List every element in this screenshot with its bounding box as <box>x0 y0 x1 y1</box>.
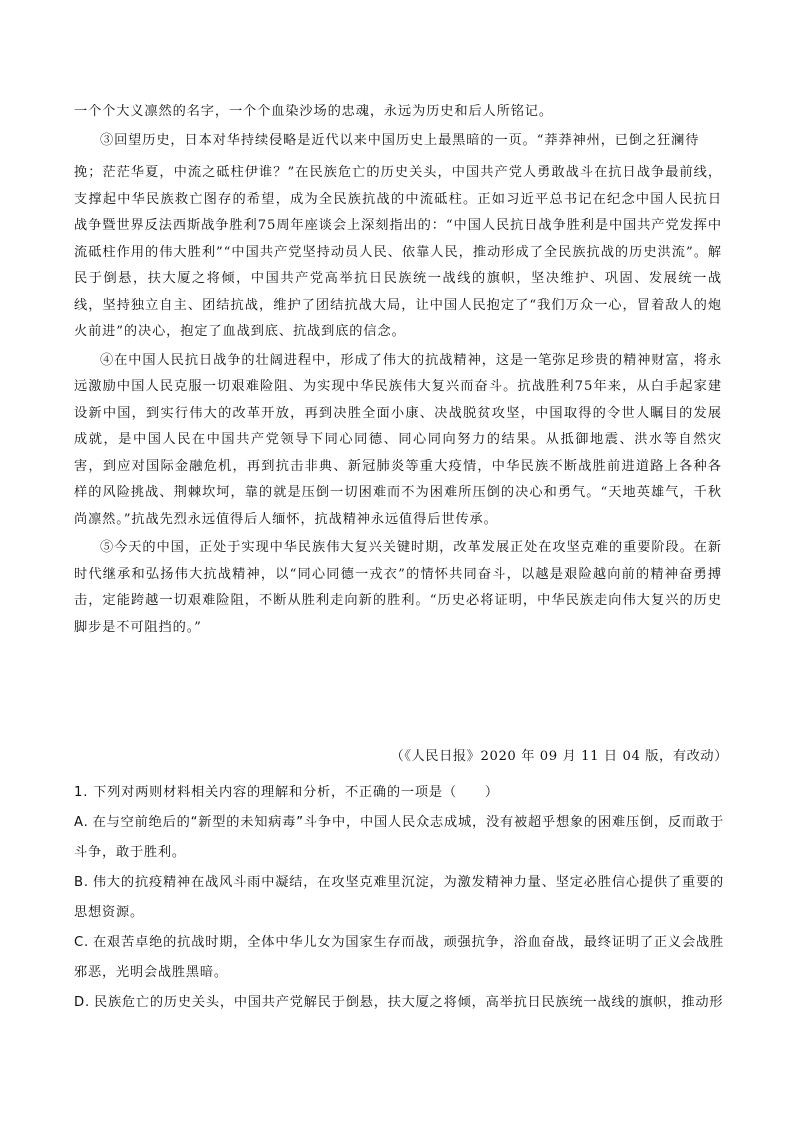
article-body <box>74 99 722 154</box>
question-block <box>74 778 724 1018</box>
option-text: 民族危亡的历史关头，中国共产党解民于倒悬，扶大厦之将倾，高举抗日民族统一战线的旗帜，推动形 <box>93 995 724 1010</box>
option-b[interactable] <box>74 868 724 928</box>
article-paragraph-4: ④在中国人民抗日战争的壮阔进程中，形成了伟大的抗战精神，这是一笔弥足珍贵的精神财富，将永远激励中国人民克服一切艰难险阻、为实现中华民族伟大复兴而奋斗。抗战胜利75年来，从白手起家建设新中国，到实行伟大的改革开放，再到决胜全面小康、决战脱贫攻坚，中国取得的令世人瞩目的发展成就，是中国人民在中国共产党领导下同心同德、同心同向努力的结果。从抵御地震、洪水等自然灾害，到应对国际金融危机，再到抗击非典、新冠肺炎等重大疫情，中华民族不断战胜前进道路上各种各样的风险挑战、荆棘坎坷，靠的就是压倒一切困难而不为困难所压倒的决心和勇气。“天地英雄气，千秋尚凛然。”抗战先烈永远值得后人缅怀，抗战精神永远值得后世传承。 <box>74 352 722 527</box>
article-paragraph-3-first-line: ③回望历史，日本对华持续侵略是近代以来中国历史上最黑暗的一页。“莽莽神州，已倒之狂澜待 <box>100 132 700 148</box>
article-body-continued <box>74 160 722 641</box>
article-paragraph-intro: 一个个大义凛然的名字，一个个血染沙场的忠魂，永远为历史和后人所铭记。 <box>74 104 553 119</box>
option-d[interactable] <box>74 988 724 1018</box>
article-paragraph-3-rest: 挽；茫茫华夏，中流之砥柱伊谁？”在民族危亡的历史关头，中国共产党人勇敢战斗在抗日战争最前线，支撑起中华民族救亡图存的希望，成为全民族抗战的中流砥柱。正如习近平总书记在纪念中国人民抗日战争暨世界反法西斯战争胜利75周年座谈会上深刻指出的：“中国人民抗日战争胜利是中国共产党发挥中流砥柱作用的伟大胜利”“中国共产党坚持动员人民、依靠人民，推动形成了全民族抗战的历史洪流”。解民于倒悬，扶大厦之将倾，中国共产党高举抗日民族统一战线的旗帜，坚决维护、巩固、发展统一战线，坚持独立自主、团结抗战，维护了团结抗战大局，让中国人民抱定了“我们万众一心，冒着敌人的炮火前进”的决心，抱定了血战到底、抗战到底的信念。 <box>74 165 722 339</box>
option-text: 在与空前绝后的“新型的未知病毒”斗争中，中国人民众志成城，没有被超乎想象的困难压倒，反而敢于斗争，敢于胜利。 <box>74 815 724 860</box>
option-letter: B. <box>74 875 89 890</box>
question-stem: 1. 下列对两则材料相关内容的理解和分析，不正确的一项是（ ） <box>74 785 499 800</box>
option-letter: D. <box>74 995 90 1010</box>
option-text: 伟大的抗疫精神在战风斗雨中凝结，在攻坚克难里沉淀，为激发精神力量、坚定必胜信心提供了重要的思想资源。 <box>74 875 724 920</box>
option-a[interactable] <box>74 808 724 868</box>
option-letter: C. <box>74 935 89 950</box>
option-letter: A. <box>74 815 89 830</box>
option-c[interactable] <box>74 928 724 988</box>
option-text: 在艰苦卓绝的抗战时期，全体中华儿女为国家生存而战，顽强抗争，浴血奋战，最终证明了正义会战胜邪恶，光明会战胜黑暗。 <box>74 935 724 980</box>
article-source: （《人民日报》2020 年 09 月 11 日 04 版，有改动） <box>390 749 728 764</box>
article-paragraph-5: ⑤今天的中国，正处于实现中华民族伟大复兴关键时期，改革发展正处在攻坚克难的重要阶段。在新时代继承和弘扬伟大抗战精神，以“同心同德一戎衣”的情怀共同奋斗，以越是艰险越向前的精神奋勇搏击，定能跨越一切艰难险阻，不断从胜利走向新的胜利。“历史必将证明，中华民族走向伟大复兴的历史脚步是不可阻挡的。” <box>74 540 722 635</box>
